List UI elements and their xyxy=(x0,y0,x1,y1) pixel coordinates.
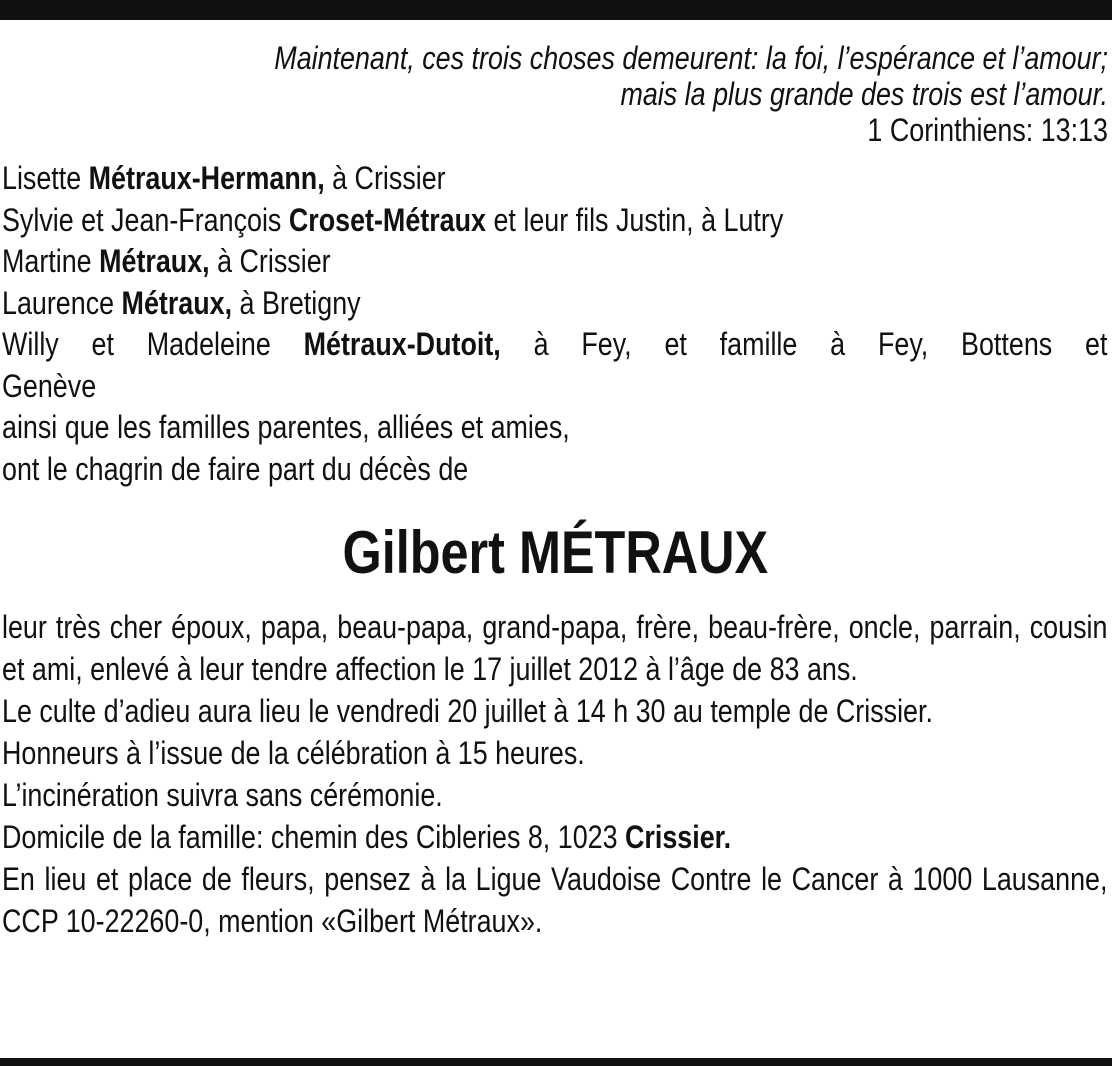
family-member: Sylvie et Jean-François Croset-Métraux et leur fils Justin, à Lutry xyxy=(2,201,784,238)
quote-reference: 1 Corinthiens: 13:13 xyxy=(867,112,1108,148)
quote-line-2: mais la plus grande des trois est l’amour. xyxy=(620,76,1108,112)
family-member: Lisette Métraux-Hermann, à Crissier xyxy=(2,160,446,196)
details-paragraph-4: L’incinération suivra sans cérémonie. xyxy=(2,777,443,813)
details-paragraph-5: Domicile de la famille: chemin des Cibleries 8, 1023 Crissier. xyxy=(2,819,732,855)
family-member-continued: Genève xyxy=(2,367,97,404)
details-paragraph-2: Le culte d’adieu aura lieu le vendredi 20 juillet à 14 h 30 au temple de Crissier. xyxy=(2,693,933,729)
bible-quote xyxy=(2,40,1108,148)
details-paragraph-1: leur très cher époux, papa, beau-papa, grand-papa, frère, beau-frère, oncle, parrain, cousin et ami, enlevé à leur tendre affection le 17 juillet 2012 à l’âge de 83 ans. xyxy=(2,609,1108,687)
family-list xyxy=(2,158,1108,490)
obituary-details xyxy=(2,606,1108,942)
family-member: Martine Métraux, à Crissier xyxy=(2,243,331,279)
bottom-rule xyxy=(0,1058,1112,1066)
intro-line-1: ainsi que les familles parentes, alliées et amies, xyxy=(2,409,570,445)
details-paragraph-6: En lieu et place de fleurs, pensez à la Ligue Vaudoise Contre le Cancer à 1000 Lausanne, CCP 10-22260-0, mention «Gilbert Métraux». xyxy=(2,861,1108,939)
obituary-notice xyxy=(2,40,1108,942)
intro-line-2: ont le chagrin de faire part du décès de xyxy=(2,450,469,487)
deceased-name: Gilbert MÉTRAUX xyxy=(342,519,768,586)
details-paragraph-3: Honneurs à l’issue de la célébration à 15 heures. xyxy=(2,735,585,771)
family-member: Willy et Madeleine Métraux-Dutoit, à Fey, et famille à Fey, Bottens et xyxy=(2,326,1108,362)
family-member: Laurence Métraux, à Bretigny xyxy=(2,284,361,321)
top-rule xyxy=(0,0,1112,20)
quote-line-1: Maintenant, ces trois choses demeurent: la foi, l’espérance et l’amour; xyxy=(274,40,1108,76)
